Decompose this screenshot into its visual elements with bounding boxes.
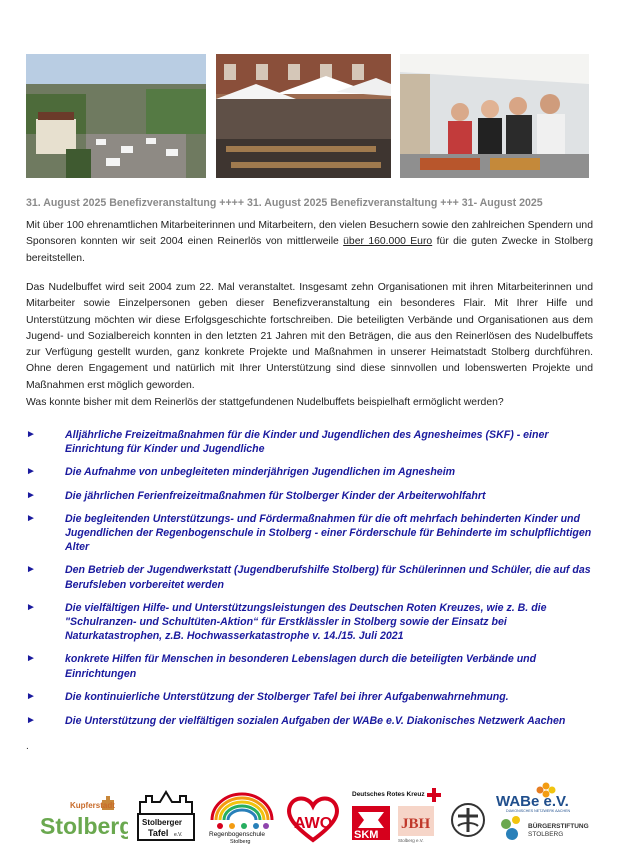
buergerstiftung-label: BÜRGERSTIFTUNG <box>528 823 589 830</box>
intro-text-start: Mit über 100 ehrenamtlichen Mitarbeiterinnen und Mitarbeitern, den vielen Besuchern sowie den zahlreichen Spendern und Sponsoren konnten wir seit 2004 einen Reinerlös von mittlerweile <box>26 220 593 248</box>
list-item: ► Alljährliche Freizeitmaßnahmen für die Kinder und Jugendlichen des Agnesheimes (SKF) - einer Einrichtung für Kinder und Jugendliche <box>26 429 549 456</box>
skm-label: SKM <box>354 829 379 841</box>
intro-text-end: für die guten Zwecke in Stolberg bereitstellen. <box>26 236 594 264</box>
list-item: ► Die Unterstützung der vielfältigen sozialen Aufgaben der WABe e.V. Diakonisches Netzwerk Aachen <box>26 715 566 728</box>
jbh-label: JBH <box>401 816 431 832</box>
regenbogen-label: Regenbogenschule <box>209 831 266 838</box>
logo-awo <box>284 794 342 844</box>
achievement-list <box>26 428 596 728</box>
awo-wordmark: AWO <box>294 815 333 832</box>
photo-volunteers-buffet <box>400 54 589 178</box>
buergerstiftung-city: STOLBERG <box>528 831 564 838</box>
list-item: ► Die jährlichen Ferienfreizeitmaßnahmen für Stolberger Kinder der Arbeiterwohlfahrt <box>26 489 486 502</box>
list-item: ► Den Betrieb der Jugendwerkstatt (Jugendberufshilfe Stolberg) für Schülerinnen und Schüler, die auf das Berufsleben vorbereitet werden <box>26 564 591 591</box>
list-item: ► Die begleitenden Unterstützungs- und Fördermaßnahmen für die oft mehrfach behinderten Kinder und Jugendlichen der Regenbogenschule in Stolberg - einer Förderschule für Behinderte im schulpflichtigen Alter <box>26 512 592 554</box>
photo-town-overview <box>26 54 206 178</box>
stolberg-wordmark: Stolberg <box>40 813 128 839</box>
logo-stolberger-tafel <box>134 790 198 842</box>
drk-label: Deutsches Rotes Kreuz <box>352 791 425 798</box>
amount-highlight: über 160.000 Euro <box>343 236 433 248</box>
wabe-wordmark: WABe e.V. <box>496 793 569 810</box>
list-item: ► konkrete Hilfen für Menschen in besonderen Lebenslagen durch die beteiligten Verbände und Einrichtungen <box>26 653 537 680</box>
logo-regenbogenschule <box>206 790 278 844</box>
logo-emblem <box>450 802 486 838</box>
arrow-icon: ► <box>26 601 36 613</box>
list-item: ► Die Aufnahme von unbegleiteten minderjährigen Jugendlichen im Agnesheim <box>26 466 456 479</box>
arrow-icon: ► <box>26 489 36 501</box>
history-paragraph: Das Nudelbuffet wird seit 2004 zum 22. Mal veranstaltet. Insgesamt zehn Organisationen mit ihren Mitarbeiterinnen und Mitarbeiter sowie Einzelpersonen geben dieser Benefizveranstaltung ein besonderes Flair. Mit Ihrer Hilfe und Unterstützung möchten wir diese Erfolgsgeschichte fortschreiben. Die beteiligten Verbände und Organisationen aus dem Jugend- und Sozialbereich konnten in den letzten 21 Jahren mit den Beträgen, die aus den Reinerlösen des Nudelbuffets zur Verfügung gestellt wurden, ganz konkrete Projekte und Maßnahmen in unserer Heimatstadt Stolberg durchführen. Ohne deren Engagement und natürlich mit Ihrer Unterstützung sind diese sinnvollen und lobenswerten Projekte und Maßnahmen erst möglich geworden. <box>26 282 593 391</box>
arrow-icon: ► <box>26 715 36 727</box>
trailing-dot: . <box>26 741 29 752</box>
arrow-icon: ► <box>26 653 36 665</box>
photo-strip <box>26 54 589 178</box>
wabe-sub: DIAKONISCHES NETZWERK AACHEN <box>506 809 571 813</box>
logo-kupferstadt-stolberg <box>40 796 128 840</box>
logo-wabe-buergerstiftung <box>492 782 596 844</box>
arrow-icon: ► <box>26 512 36 524</box>
arrow-icon: ► <box>26 690 36 702</box>
sponsor-logos <box>26 780 596 844</box>
regenbogen-sub: Stolberg <box>230 839 251 844</box>
arrow-icon: ► <box>26 466 36 478</box>
tafel-line2: Tafel <box>148 828 169 838</box>
photo-festival-tents <box>216 54 391 178</box>
intro-paragraph <box>26 218 593 267</box>
question-text: Was konnte bisher mit dem Reinerlös der stattgefundenen Nudelbuffets beispielhaft ermöglicht werden? <box>26 397 504 408</box>
list-item: ► Die kontinuierliche Unterstützung der Stolberger Tafel bei ihrer Aufgabenwahrnehmung. <box>26 690 509 703</box>
logo-drk-skm-jbh <box>348 786 448 844</box>
list-item: ► Die vielfältigen Hilfe- und Unterstützungsleistungen des Deutschen Roten Kreuzes, wie z. B. die "Schulranzen- und Schultüten-Aktion“ für Erstklässler in Stolberg sowie der Einsatz bei Naturkatastrophen, z.B. Hochwasserkatastrophe v. 14./15. Juli 2021 <box>26 601 547 643</box>
jbh-sub: Stolberg e.V. <box>398 838 424 843</box>
kupferstadt-label: Kupferstadt <box>70 801 115 810</box>
arrow-icon: ► <box>26 564 36 576</box>
event-banner: 31. August 2025 Benefizveranstaltung ++++ 31. August 2025 Benefizveranstaltung +++ 31- August 2025 <box>26 197 543 209</box>
tafel-line1: Stolberger <box>142 818 183 827</box>
tafel-ev: e.V. <box>174 832 183 838</box>
arrow-icon: ► <box>26 429 36 440</box>
